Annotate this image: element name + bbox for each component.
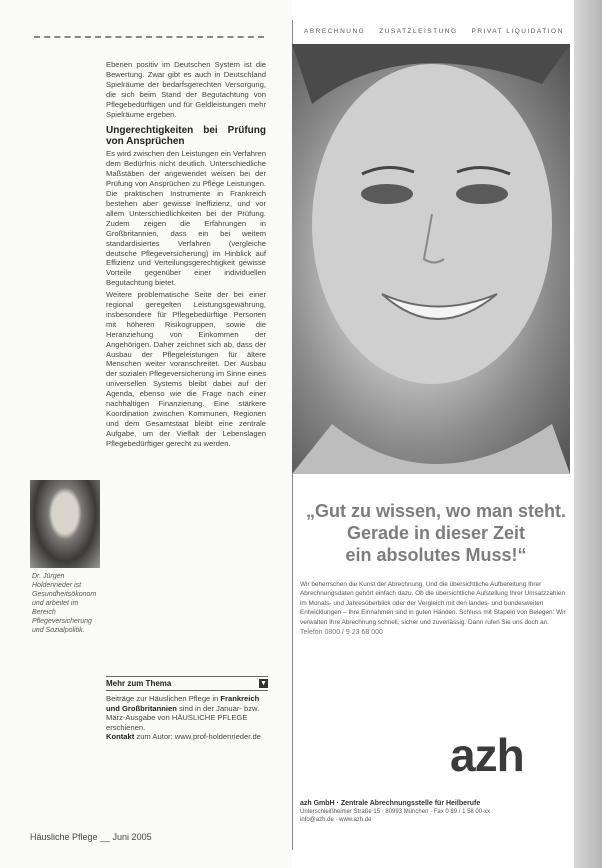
- article-body: [106, 60, 266, 451]
- author-photo: [30, 480, 100, 568]
- more-box: [106, 676, 268, 741]
- article-heading: Ungerechtigkeiten bei Prüfung von Ansprüchen: [106, 125, 266, 148]
- article-intro: Ebenen positiv im Deutschen System ist die Bewertung. Zwar gibt es auch in Deutschland Spielräume der bedarfsgerechten Versorgung, die sich beim Stand der Begutachtung von Pflegebedürftigen und für Geldleistungen mehr Spielräume ergeben.: [106, 60, 266, 119]
- ad-body: Wir beherrschen die Kunst der Abrechnung. Und die übersichtliche Aufbereitung Ihrer Abrechnungsdaten gehört einfach dazu. Ob die übersichtliche Aufstellung Ihrer Umsatzzahlen im Monats- und Jahresüberblick oder der Vergleich mit den landes- und bundesweiten Entwicklungen – Ihre Einnahmen sind in guten Händen. Schluss mit Stapeln von Belegen: Wir verwalten Ihre Abrechnung schnell, sicher und zuverlässig. Dann rufen Sie uns doch an.: [300, 581, 566, 626]
- portrait-illustration: [292, 44, 570, 474]
- binding-edge: [574, 0, 602, 868]
- page-footer: Häusliche Pflege __ Juni 2005: [30, 832, 152, 842]
- ad-text: [300, 500, 572, 636]
- azh-logo: azh: [450, 729, 524, 781]
- more-contact: [106, 732, 268, 741]
- article-paragraph-1: Es wird zwischen den Leistungen ein Verfahren dem Bedürfnis nicht deutlich. Unterschiedliche Maßstäben der angewendet weisen bei der Prüfung von Ansprüchen zu Pflege Leistungen. Die praktischen Instrumente in Frankreich bestehen aber gewisse Ineffizienz, und vor allem Unterschiedlichkeiten bei der Prüfung. Zudem zeigen die Erfahrungen in Großbritannien, dass ein bei weitem standardisiertes Verfahren (vergleiche deutsche Pflegeversicherung) im Hinblick auf Effizienz und Verteilungsgerechtigkeit gewisse Vorteile gegenüber einer individuellen Begutachtung bietet.: [106, 149, 266, 288]
- more-header: [106, 676, 268, 691]
- nav-item-zusatzleistung[interactable]: ZUSATZLEISTUNG: [379, 28, 458, 35]
- woman-portrait-image: [292, 44, 570, 474]
- ad-phone: Telefon 0800 / 9 23 68 000: [300, 629, 383, 637]
- top-nav: [304, 28, 601, 35]
- more-text: [106, 694, 268, 732]
- ad-headline-line-3: ein absolutes Muss!“: [345, 545, 527, 565]
- arrow-down-icon: ▼: [260, 680, 267, 688]
- author-caption: Dr. Jürgen Holdenrieder ist Gesundheitsökonom und arbeitet im Bereich Pflegeversicherung und Sozialpolitik.: [32, 573, 97, 634]
- ad-headline-line-1: „Gut zu wissen, wo man steht.: [305, 501, 567, 521]
- contact-label: Kontakt: [106, 732, 135, 742]
- nav-item-abrechnung[interactable]: ABRECHNUNG: [304, 28, 366, 35]
- more-text-1: Beiträge zur Häuslichen Pflege in: [106, 694, 219, 704]
- contact-link[interactable]: zum Autor: www.prof-holdenrieder.de: [136, 732, 261, 742]
- top-rule: [34, 36, 264, 40]
- ad-web[interactable]: info@azh.de · www.azh.de: [300, 817, 372, 823]
- more-bold: Frankreich und Großbritannien: [106, 694, 260, 713]
- more-title: Mehr zum Thema: [106, 679, 172, 688]
- ad-headline-line-2: Gerade in dieser Zeit: [346, 523, 526, 543]
- ad-footer: [300, 800, 572, 824]
- ad-headline: [300, 500, 572, 566]
- ad-company: azh GmbH · Zentrale Abrechnungsstelle für Heilberufe: [300, 800, 481, 807]
- ad-address: Unterschleißheimer Straße 15 · 80993 München · Fax 0 89 / 1 58 00-xx: [300, 809, 491, 815]
- article-paragraph-2: Weitere problematische Seite der bei einer regional geregelten Leistungsgewährung, insbesondere für Pflegebedürftige Personen mit höheren Risikogruppen, sowie die Heranziehung von Einkommen der Angehörigen. Daher zeichnet sich ab, dass der Ausbau der Pflegeleistungen für ältere Menschen weiter voranschreitet. Der Ausbau der sozialen Pflegeversicherung im Sinne eines universellen Systems bleibt dabei auf der Agenda, ebenso wie die Frage nach einer nachhaltigen Finanzierung. Eine stärkere Koordination zwischen Kommunen, Regionen und dem Gesamtstaat bleibt eine zentrale Aufgabe, um der Vielfalt der Lebenslagen Pflegebedürftiger gerecht zu werden.: [106, 290, 266, 448]
- nav-item-privat-liquidation[interactable]: PRIVAT LIQUIDATION: [471, 28, 564, 35]
- more-text-2: sind in der Januar- bzw. März-Ausgabe von HÄUSLICHE PFLEGE erschienen.: [106, 703, 260, 732]
